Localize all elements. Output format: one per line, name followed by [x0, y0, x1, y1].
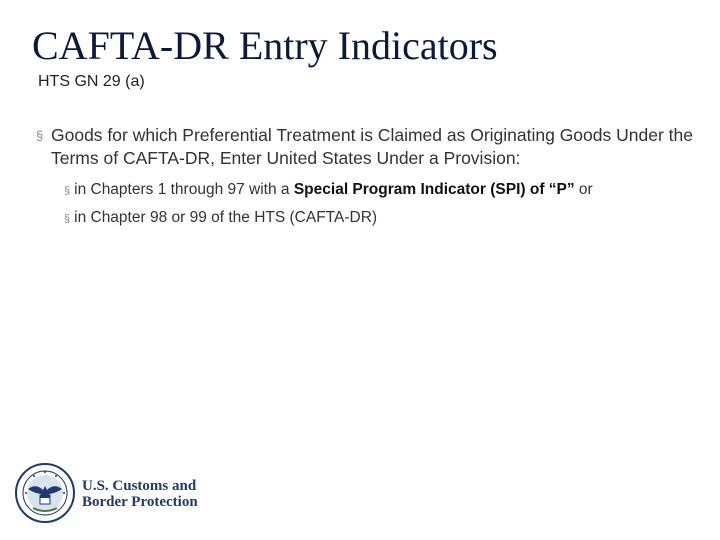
bullet-text-post: or [574, 181, 593, 198]
cbp-wordmark [82, 478, 198, 510]
bullet-level2-chapter98 [64, 208, 704, 229]
cbp-wordmark-line2: Border Protection [82, 494, 198, 510]
bullet-marker: § [36, 128, 44, 143]
bullet-text-pre: in Chapters 1 through 97 with a [74, 181, 294, 198]
bullet-marker: § [64, 213, 71, 225]
bullet-text: Goods for which Preferential Treatment is Claimed as Originating Goods Under the Terms of CAFTA-DR, Enter United States Under a Provision: [51, 125, 693, 168]
bullet-marker: § [64, 185, 71, 197]
bullet-text-emphasis: Special Program Indicator (SPI) of “P” [293, 181, 575, 198]
bullet-level2-chapters [64, 180, 704, 201]
cbp-logo [14, 462, 214, 524]
slide-subtitle: HTS GN 29 (a) [38, 73, 145, 90]
bullet-level1 [36, 124, 706, 170]
bullet-text: in Chapter 98 or 99 of the HTS (CAFTA-DR) [74, 209, 378, 226]
slide-title: CAFTA-DR Entry Indicators [32, 23, 498, 68]
dhs-seal-icon [14, 462, 76, 524]
cbp-wordmark-line1: U.S. Customs and [82, 478, 197, 494]
